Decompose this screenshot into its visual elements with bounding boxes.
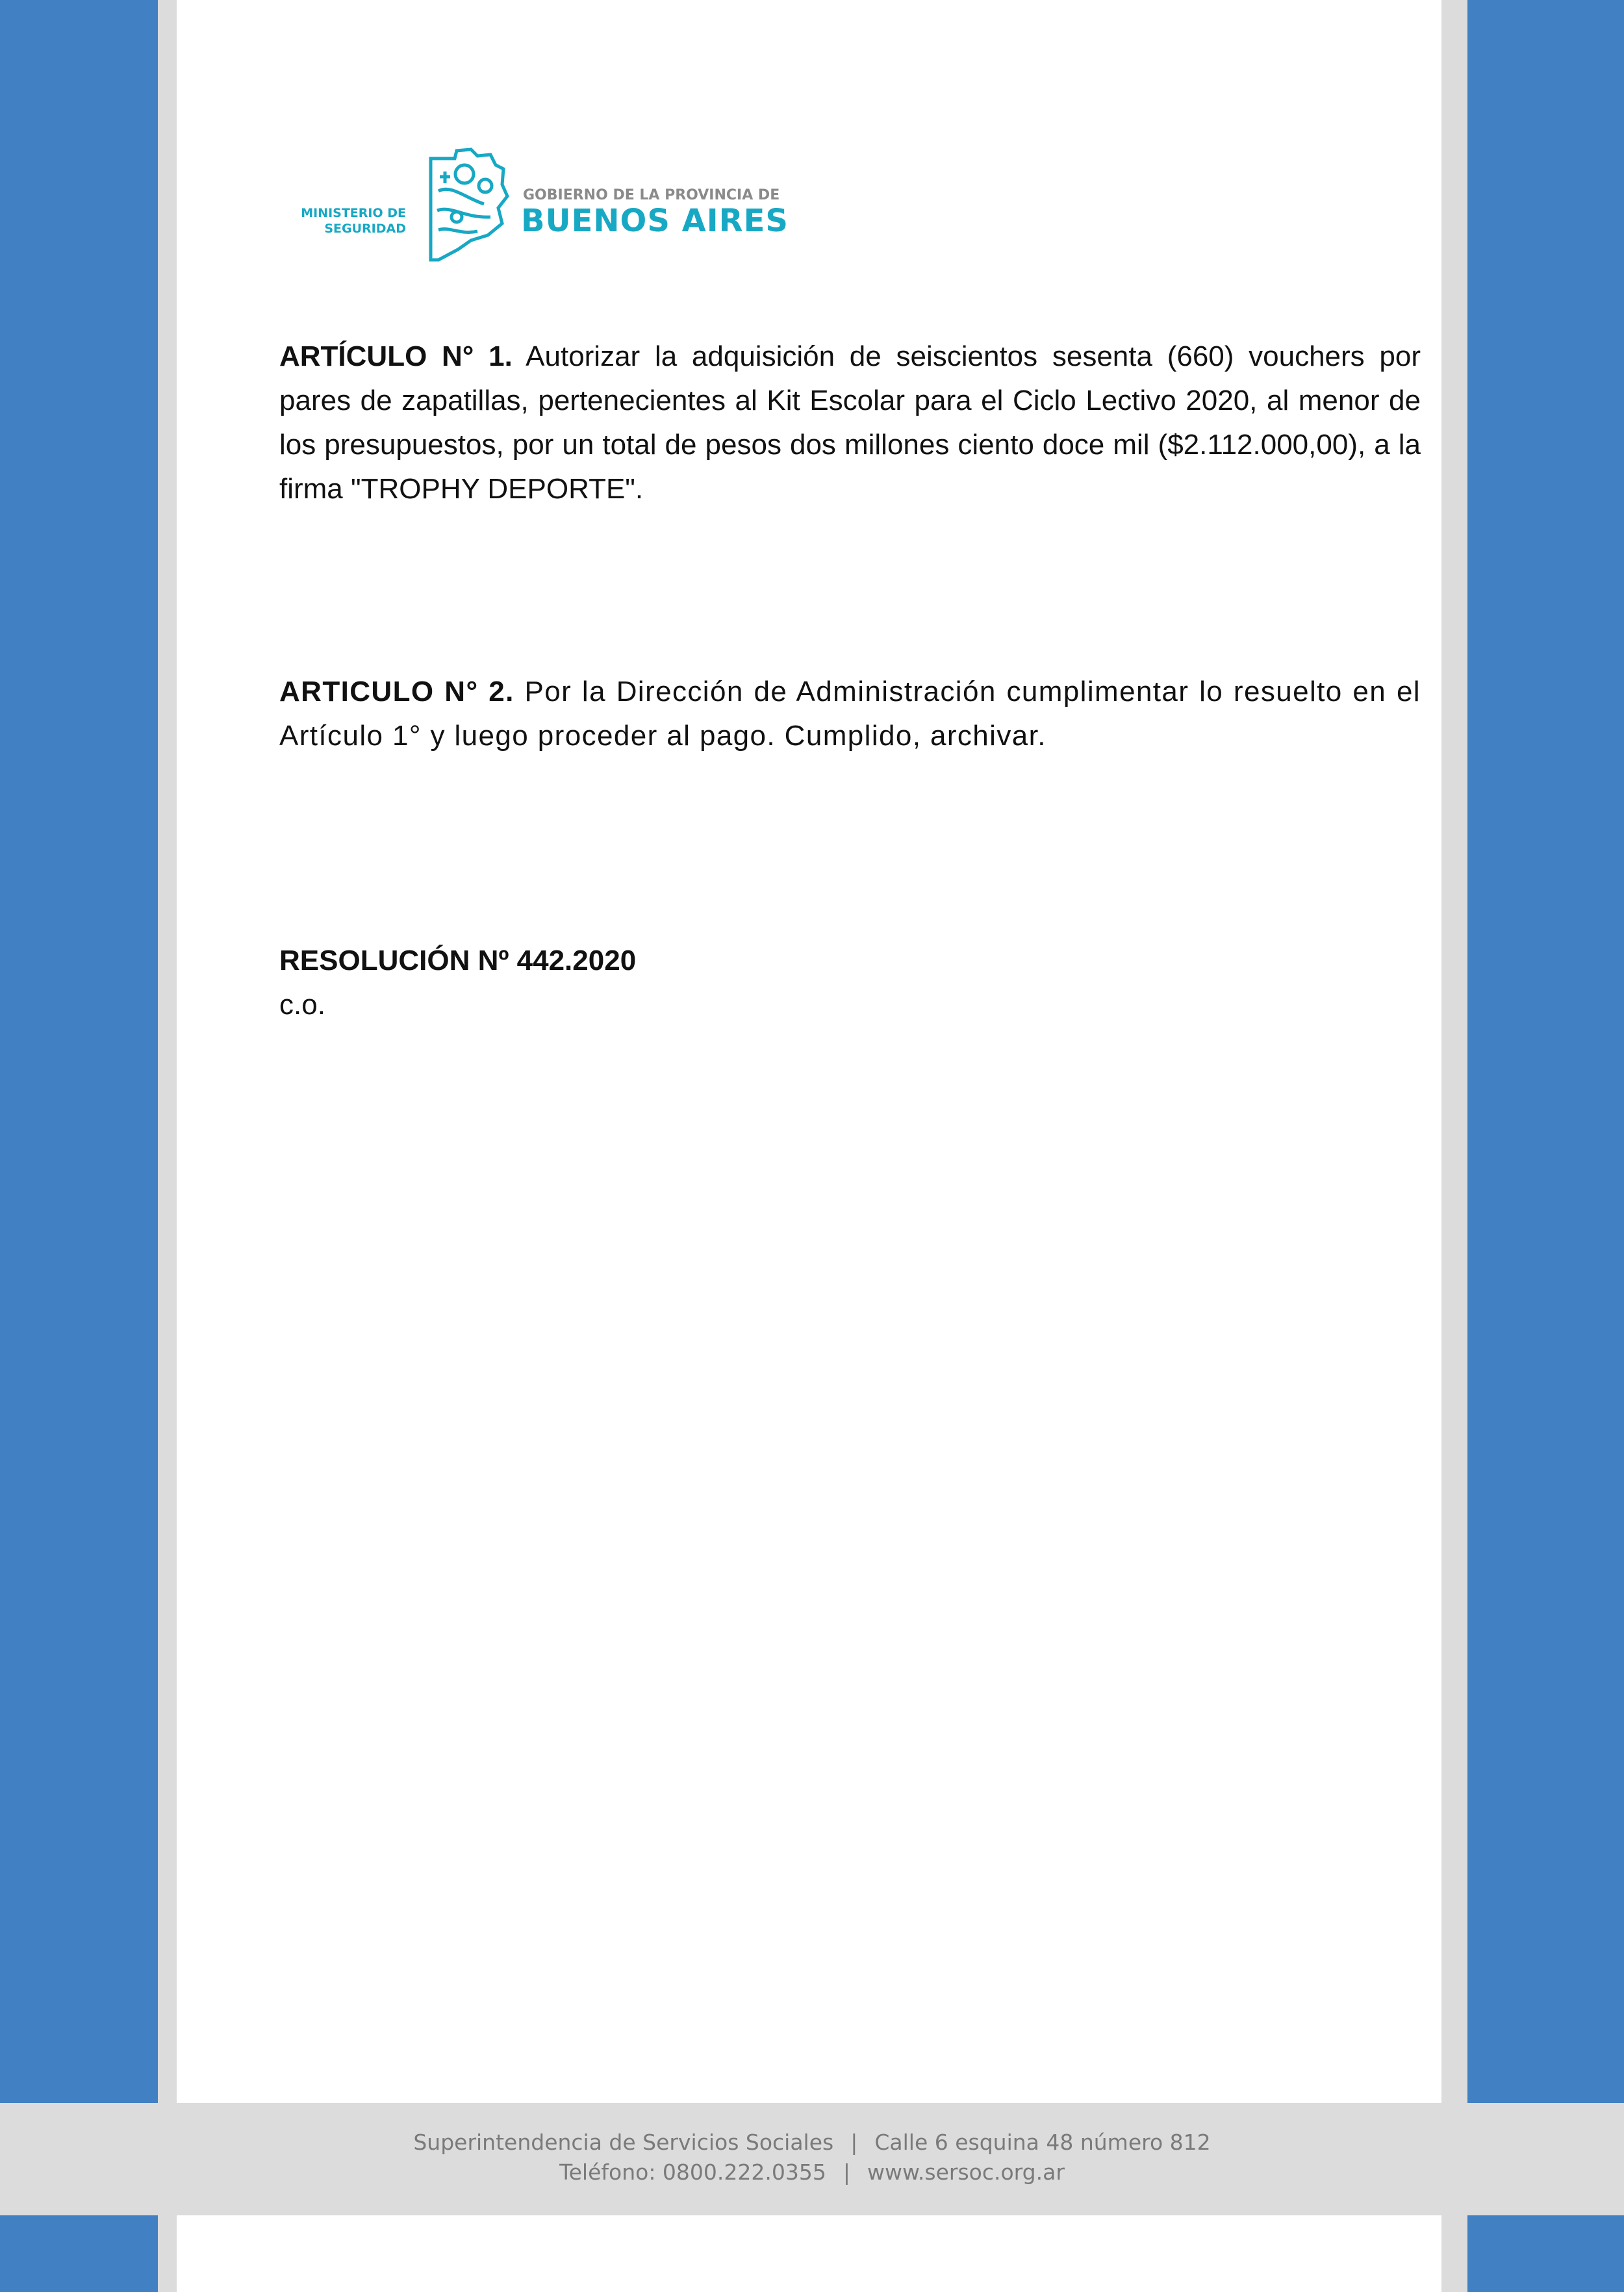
ministry-label: [299, 205, 406, 236]
footer-separator: |: [850, 2130, 858, 2155]
right-blue-border: [1467, 0, 1624, 2292]
article-1: [279, 335, 1421, 511]
article-2-body: Por la Dirección de Administración cumplimentar lo resuelto en el Artículo 1° y luego proceder al pago. Cumplido, archivar.: [279, 676, 1421, 752]
resolution-initials: c.o.: [279, 989, 325, 1021]
footer: [0, 2103, 1624, 2215]
article-2-heading: ARTICULO N° 2.: [279, 676, 514, 707]
resolution-number: RESOLUCIÓN Nº 442.2020: [279, 945, 637, 976]
footer-org: Superintendencia de Servicios Sociales: [413, 2130, 834, 2155]
article-1-heading: ARTÍCULO N° 1.: [279, 340, 513, 372]
left-blue-border: [0, 0, 158, 2292]
province-emblem-icon: [425, 146, 510, 262]
article-2: [279, 670, 1421, 758]
letterhead-logo: [299, 143, 789, 266]
footer-line-2: [0, 2158, 1624, 2187]
footer-line-1: [0, 2128, 1624, 2158]
footer-separator: |: [843, 2159, 850, 2185]
government-label: GOBIERNO DE LA PROVINCIA DE: [523, 187, 780, 203]
right-grey-border: [1441, 0, 1467, 2292]
left-grey-border: [158, 0, 177, 2292]
ministry-line1: MINISTERIO DE: [301, 206, 406, 220]
province-name: BUENOS AIRES: [521, 203, 789, 239]
ministry-line2: SEGURIDAD: [324, 222, 406, 236]
footer-website[interactable]: www.sersoc.org.ar: [867, 2159, 1065, 2185]
article-1-body: Autorizar la adquisición de seiscientos sesenta (660) vouchers por pares de zapatillas, pertenecientes al Kit Escolar para el Ciclo Lectivo 2020, al menor de los presupuestos, por un total de pesos dos millones ciento doce mil ($2.112.000,00), a la firma "TROPHY DEPORTE".: [279, 340, 1421, 505]
footer-phone: Teléfono: 0800.222.0355: [559, 2159, 826, 2185]
footer-address: Calle 6 esquina 48 número 812: [874, 2130, 1211, 2155]
